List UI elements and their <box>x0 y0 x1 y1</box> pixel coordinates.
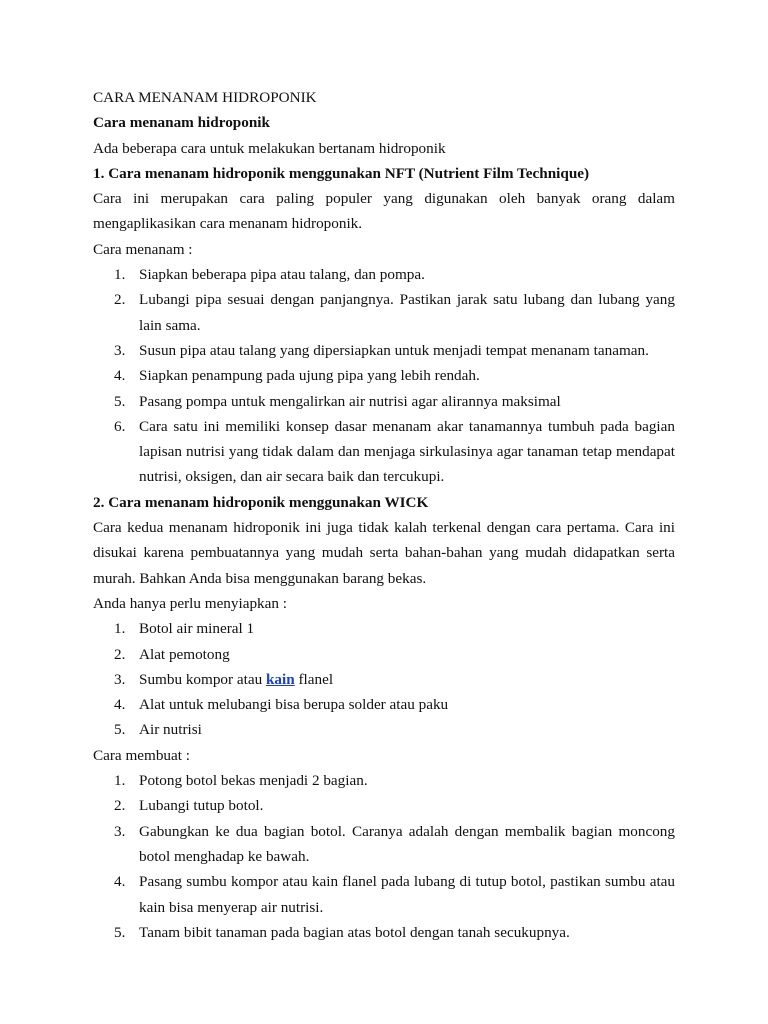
section1-steps-list <box>93 262 675 490</box>
document-page <box>93 85 675 945</box>
section2-paragraph: Cara kedua menanam hidroponik ini juga tidak kalah terkenal dengan cara pertama. Cara ini disukai karena pembuatannya yang mudah serta bahan-bahan yang mudah didapatkan serta murah. Bahkan Anda bisa menggunakan barang bekas. <box>93 519 675 587</box>
kain-link[interactable]: kain <box>265 670 295 688</box>
section1-heading: 1. Cara menanam hidroponik menggunakan NFT (Nutrient Film Technique) <box>93 164 590 182</box>
list-number: 6. <box>114 417 126 435</box>
list-number: 5. <box>114 721 126 739</box>
list-number: 3. <box>114 822 126 840</box>
section2-steps-list <box>93 768 675 945</box>
list-text: Gabungkan ke dua bagian botol. Caranya adalah dengan membalik bagian moncong botol menghadap ke bawah. <box>139 822 675 865</box>
list-text: Lubangi tutup botol. <box>139 797 264 815</box>
list-number: 5. <box>114 392 126 410</box>
intro-paragraph: Ada beberapa cara untuk melakukan bertanam hidroponik <box>93 139 446 157</box>
list-item <box>93 389 675 414</box>
list-item <box>93 616 675 641</box>
list-item <box>93 414 675 490</box>
section2-materials-label: Anda hanya perlu menyiapkan : <box>93 594 287 612</box>
list-item <box>93 819 675 870</box>
list-item <box>93 793 675 818</box>
list-number: 3. <box>114 341 126 359</box>
list-text-after: flanel <box>294 670 334 688</box>
list-number: 1. <box>114 620 126 638</box>
list-number: 4. <box>114 696 126 714</box>
list-number: 1. <box>114 266 126 284</box>
list-text: Lubangi pipa sesuai dengan panjangnya. Pastikan jarak satu lubang dan lubang yang lain sama. <box>139 291 675 334</box>
list-number: 4. <box>114 873 126 891</box>
list-item <box>93 363 675 388</box>
list-number: 2. <box>114 645 126 663</box>
list-text: Susun pipa atau talang yang dipersiapkan untuk menjadi tempat menanam tanaman. <box>139 341 649 359</box>
list-text: Alat pemotong <box>139 645 230 663</box>
list-item <box>93 287 675 338</box>
list-item <box>93 338 675 363</box>
list-number: 3. <box>114 670 126 688</box>
list-item <box>93 920 675 945</box>
list-text: Potong botol bekas menjadi 2 bagian. <box>139 772 368 790</box>
list-text: Botol air mineral 1 <box>139 620 255 638</box>
section2-materials-list <box>93 616 675 742</box>
list-number: 5. <box>114 923 126 941</box>
list-item <box>93 642 675 667</box>
section2-steps-label: Cara membuat : <box>93 746 190 764</box>
list-item <box>93 717 675 742</box>
list-text: Air nutrisi <box>139 721 202 739</box>
list-number: 4. <box>114 367 126 385</box>
section1-list-label: Cara menanam : <box>93 240 193 258</box>
list-text: Pasang pompa untuk mengalirkan air nutrisi agar alirannya maksimal <box>139 392 561 410</box>
list-number: 1. <box>114 772 126 790</box>
list-item <box>93 262 675 287</box>
list-item <box>93 667 675 692</box>
document-subtitle: Cara menanam hidroponik <box>93 114 270 132</box>
document-title: CARA MENANAM HIDROPONIK <box>93 89 317 106</box>
list-number: 2. <box>114 797 126 815</box>
list-number: 2. <box>114 291 126 309</box>
list-item <box>93 768 675 793</box>
list-text: Tanam bibit tanaman pada bagian atas botol dengan tanah secukupnya. <box>139 923 570 941</box>
section2-heading: 2. Cara menanam hidroponik menggunakan WICK <box>93 493 429 511</box>
list-text: Pasang sumbu kompor atau kain flanel pada lubang di tutup botol, pastikan sumbu atau kain bisa menyerap air nutrisi. <box>139 873 675 916</box>
list-item <box>93 692 675 717</box>
list-text-before: Sumbu kompor atau <box>139 670 266 688</box>
section1-paragraph: Cara ini merupakan cara paling populer yang digunakan oleh banyak orang dalam mengaplikasikan cara menanam hidroponik. <box>93 190 675 233</box>
list-text: Cara satu ini memiliki konsep dasar menanam akar tanamannya tumbuh pada bagian lapisan nutrisi yang tidak dalam dan menjaga sirkulasinya agar tanaman tetap mendapat nutrisi, oksigen, dan air secara baik dan tercukupi. <box>139 417 675 486</box>
list-text: Siapkan beberapa pipa atau talang, dan pompa. <box>139 266 425 284</box>
list-text: Alat untuk melubangi bisa berupa solder atau paku <box>139 696 449 714</box>
list-item <box>93 869 675 920</box>
list-text: Siapkan penampung pada ujung pipa yang lebih rendah. <box>139 367 480 385</box>
